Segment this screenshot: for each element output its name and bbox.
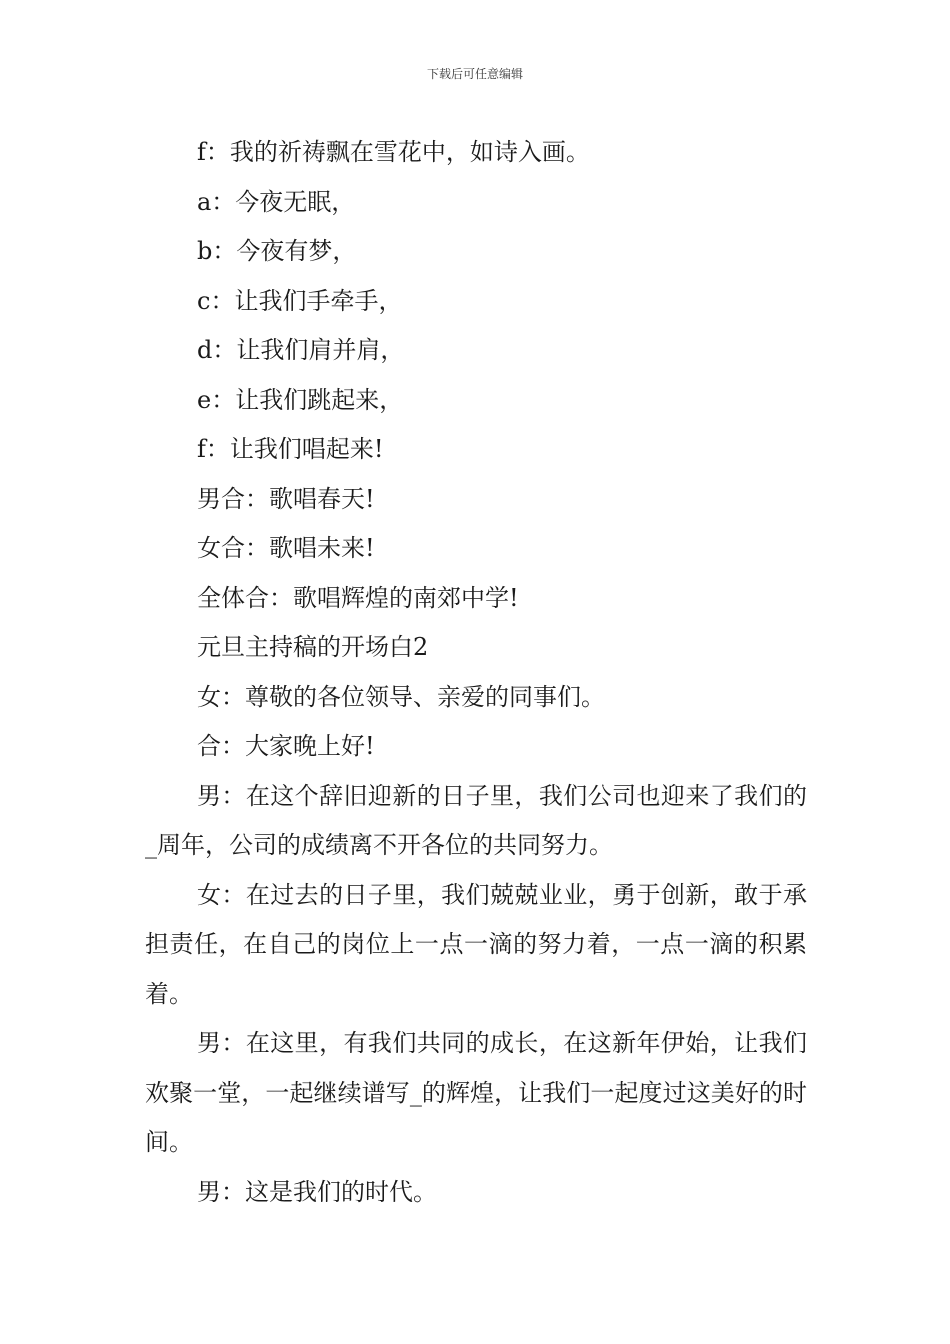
text-line: d：让我们肩并肩， bbox=[197, 336, 405, 364]
paragraph: 男：在这里，有我们共同的成长，在这新年伊始，让我们欢聚一堂，一起继续谱写_的辉煌，让我们一起度过这美好的时间。 bbox=[145, 1029, 807, 1156]
text-line: 女：尊敬的各位领导、亲爱的同事们。 bbox=[197, 682, 605, 711]
text-line: b：今夜有梦， bbox=[197, 237, 357, 265]
paragraph: 女：在过去的日子里，我们兢兢业业，勇于创新，敢于承担责任，在自己的岗位上一点一滴的努力着，一点一滴的积累着。 bbox=[145, 880, 807, 1008]
text-line: 女合：歌唱未来! bbox=[197, 534, 375, 562]
section-title: 元旦主持稿的开场白2 bbox=[197, 633, 429, 661]
text-line: 全体合：歌唱辉煌的南郊中学! bbox=[197, 583, 519, 612]
text-line: 男合：歌唱春天! bbox=[197, 484, 375, 513]
document-body bbox=[145, 128, 807, 1217]
text-line: e：让我们跳起来， bbox=[197, 385, 404, 414]
text-line: c：让我们手牵手， bbox=[197, 286, 403, 315]
text-line: 男：这是我们的时代。 bbox=[197, 1177, 437, 1206]
text-line: f：我的祈祷飘在雪花中，如诗入画。 bbox=[197, 138, 590, 166]
page-header: 下载后可任意编辑 bbox=[426, 67, 523, 81]
text-line: a：今夜无眠， bbox=[197, 187, 356, 216]
paragraph: 男：在这个辞旧迎新的日子里，我们公司也迎来了我们的_周年，公司的成绩离不开各位的共同努力。 bbox=[145, 781, 807, 859]
text-line: 合：大家晚上好! bbox=[197, 732, 375, 760]
text-line: f：让我们唱起来! bbox=[197, 435, 384, 463]
